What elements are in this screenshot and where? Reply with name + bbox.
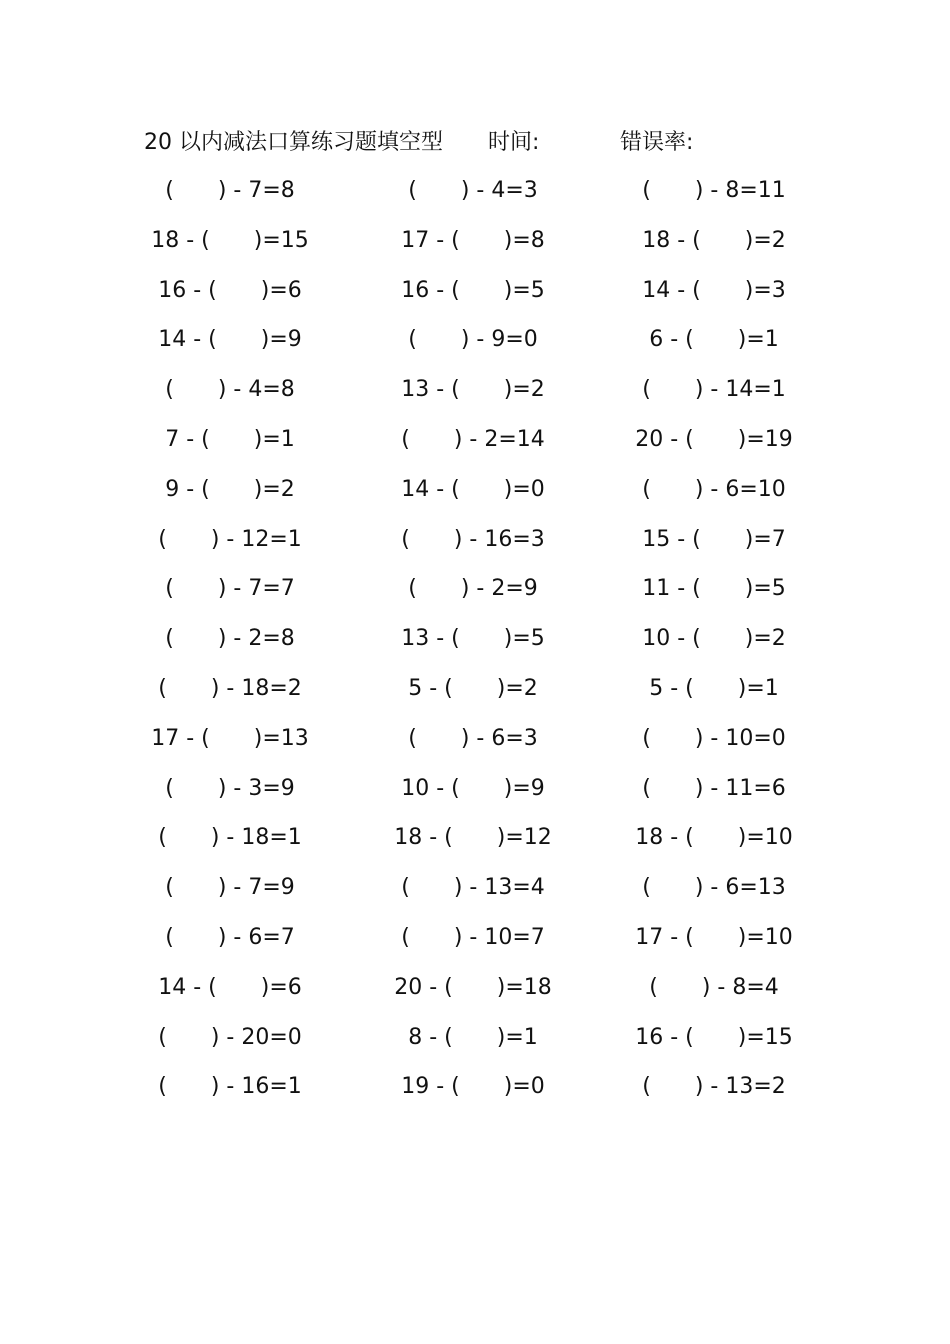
problem-cell: 16 - ( )=5 [401,277,545,303]
problem-cell: 16 - ( )=15 [635,1024,793,1050]
problem-cell: 15 - ( )=7 [642,526,786,552]
problem-cell: ( ) - 3=9 [165,775,295,801]
problem-cell: 9 - ( )=2 [165,476,295,502]
problem-cell: 14 - ( )=9 [158,327,302,353]
problem-cell: 18 - ( )=15 [151,227,309,253]
problem-cell: 5 - ( )=2 [408,675,538,701]
problem-cell: 10 - ( )=2 [642,626,786,652]
problem-cell: 14 - ( )=6 [158,974,302,1000]
problem-row [0,373,950,423]
problem-row [0,323,950,373]
problem-cell: 14 - ( )=0 [401,476,545,502]
problem-cell: 17 - ( )=10 [635,924,793,950]
problem-cell: 18 - ( )=10 [635,825,793,851]
worksheet-title: 20 以内减法口算练习题填空型 [144,130,443,155]
problem-row [0,971,950,1021]
problem-cell: 17 - ( )=13 [151,725,309,751]
problem-row [0,722,950,772]
problem-row [0,174,950,224]
problem-cell: 8 - ( )=1 [408,1024,538,1050]
problem-cell: ( ) - 18=2 [158,675,302,701]
problem-row [0,423,950,473]
problem-cell: 14 - ( )=3 [642,277,786,303]
problem-cell: ( ) - 6=13 [642,875,786,901]
problem-cell: ( ) - 13=2 [642,1074,786,1100]
problem-cell: ( ) - 8=11 [642,178,786,203]
problem-cell: ( ) - 7=9 [165,875,295,901]
problem-cell: ( ) - 7=8 [165,178,295,203]
problem-cell: 18 - ( )=2 [642,227,786,253]
problem-row [0,224,950,274]
problem-cell: 19 - ( )=0 [401,1074,545,1100]
worksheet-header [0,126,950,160]
time-label: 时间: [488,130,540,155]
problem-cell: ( ) - 7=7 [165,576,295,602]
problem-row [0,921,950,971]
problem-cell: 7 - ( )=1 [165,426,295,452]
problem-cell: 17 - ( )=8 [401,227,545,253]
problem-cell: ( ) - 13=4 [401,875,545,901]
problem-row [0,572,950,622]
problem-cell: 13 - ( )=5 [401,626,545,652]
problem-cell: ( ) - 2=8 [165,626,295,652]
problem-cell: ( ) - 18=1 [158,825,302,851]
problem-cell: ( ) - 6=7 [165,924,295,950]
problem-row [0,1070,950,1120]
problem-cell: ( ) - 16=1 [158,1074,302,1100]
problem-cell: ( ) - 10=0 [642,725,786,751]
problem-cell: ( ) - 12=1 [158,526,302,552]
problem-cell: ( ) - 11=6 [642,775,786,801]
problem-row [0,672,950,722]
problem-row [0,772,950,822]
problem-cell: 6 - ( )=1 [649,327,779,353]
problem-cell: ( ) - 6=3 [408,725,538,751]
problem-grid [0,174,950,1120]
problem-row [0,523,950,573]
problem-cell: ( ) - 6=10 [642,476,786,502]
problem-cell: ( ) - 8=4 [649,974,779,1000]
problem-cell: 20 - ( )=19 [635,426,793,452]
problem-cell: ( ) - 20=0 [158,1024,302,1050]
problem-row [0,274,950,324]
problem-cell: 18 - ( )=12 [394,825,552,851]
problem-cell: ( ) - 10=7 [401,924,545,950]
problem-cell: 11 - ( )=5 [642,576,786,602]
problem-cell: 20 - ( )=18 [394,974,552,1000]
problem-cell: ( ) - 14=1 [642,377,786,403]
error-rate-label: 错误率: [620,130,694,155]
problem-cell: ( ) - 4=8 [165,377,295,403]
problem-cell: 13 - ( )=2 [401,377,545,403]
problem-cell: ( ) - 2=14 [401,426,545,452]
problem-cell: 16 - ( )=6 [158,277,302,303]
problem-row [0,821,950,871]
problem-cell: ( ) - 2=9 [408,576,538,602]
problem-cell: ( ) - 16=3 [401,526,545,552]
problem-row [0,871,950,921]
problem-cell: 5 - ( )=1 [649,675,779,701]
problem-cell: 10 - ( )=9 [401,775,545,801]
problem-cell: ( ) - 9=0 [408,327,538,353]
problem-row [0,1021,950,1071]
problem-cell: ( ) - 4=3 [408,178,538,203]
problem-row [0,473,950,523]
problem-row [0,622,950,672]
